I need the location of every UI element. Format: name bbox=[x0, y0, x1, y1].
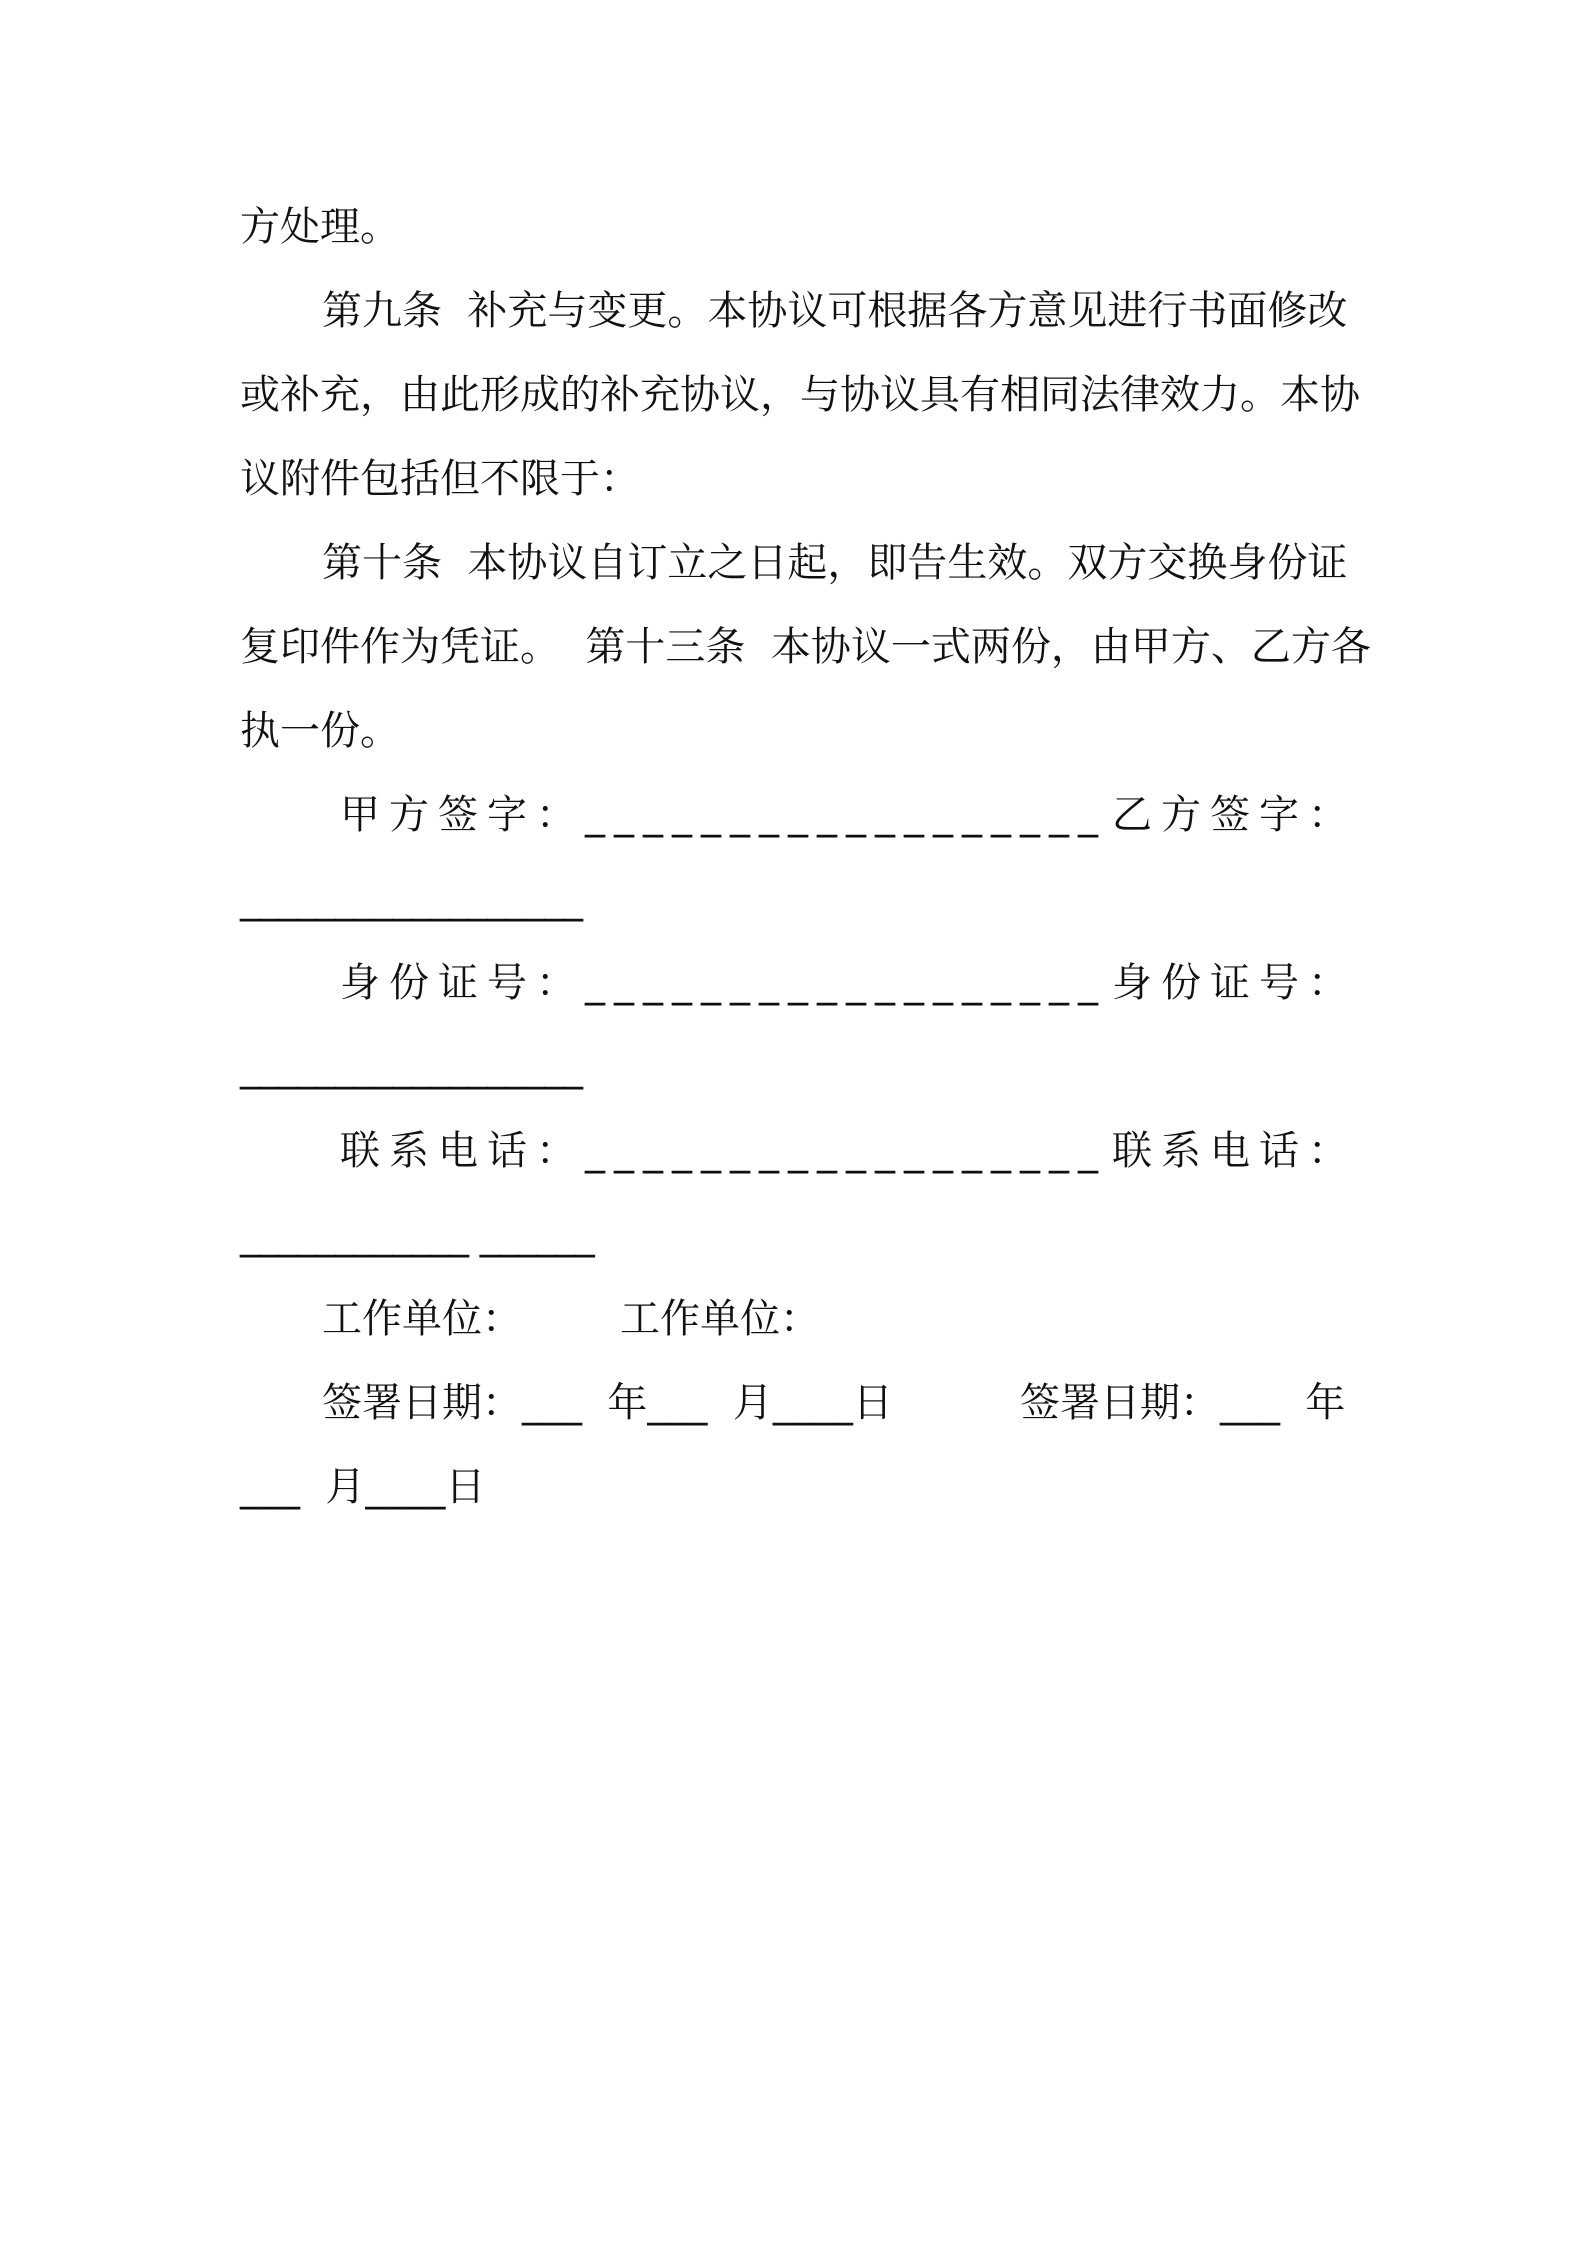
party-a-signature-field: 甲方签字：__________________ bbox=[340, 792, 1107, 838]
party-b-date-field: 签署日期：___ 年 bbox=[1020, 1380, 1346, 1426]
paragraph-line: 方处理。 bbox=[240, 204, 400, 250]
article-ten-line: 第十条 本协议自订立之日起，即告生效。双方交换身份证 bbox=[322, 540, 1348, 586]
party-b-id-blank: __________________ bbox=[240, 1044, 582, 1090]
party-a-date-field: 签署日期：___ 年___ 月____日 bbox=[322, 1380, 893, 1426]
party-b-date-continued: ___ 月____日 bbox=[240, 1464, 486, 1510]
paragraph-line: 议附件包括但不限于： bbox=[240, 456, 640, 502]
party-b-unit-label: 工作单位： bbox=[620, 1296, 820, 1342]
party-b-phone-blank: ____________ ______ bbox=[240, 1212, 594, 1258]
article-nine-line: 第九条 补充与变更。本协议可根据各方意见进行书面修改 bbox=[322, 288, 1348, 334]
party-a-id-field: 身份证号：__________________ bbox=[340, 960, 1107, 1006]
paragraph-line: 执一份。 bbox=[240, 708, 400, 754]
party-b-phone-label: 联系电话： bbox=[1112, 1128, 1357, 1174]
paragraph-line: 复印件作为凭证。 第十三条 本协议一式两份，由甲方、乙方各 bbox=[240, 624, 1371, 670]
paragraph-line: 或补充，由此形成的补充协议，与协议具有相同法律效力。本协 bbox=[240, 372, 1360, 418]
party-b-id-label: 身份证号： bbox=[1112, 960, 1357, 1006]
party-b-signature-label: 乙方签字： bbox=[1112, 792, 1357, 838]
party-a-phone-field: 联系电话：__________________ bbox=[340, 1128, 1107, 1174]
party-b-signature-blank: __________________ bbox=[240, 876, 582, 922]
party-a-unit-label: 工作单位： bbox=[322, 1296, 522, 1342]
